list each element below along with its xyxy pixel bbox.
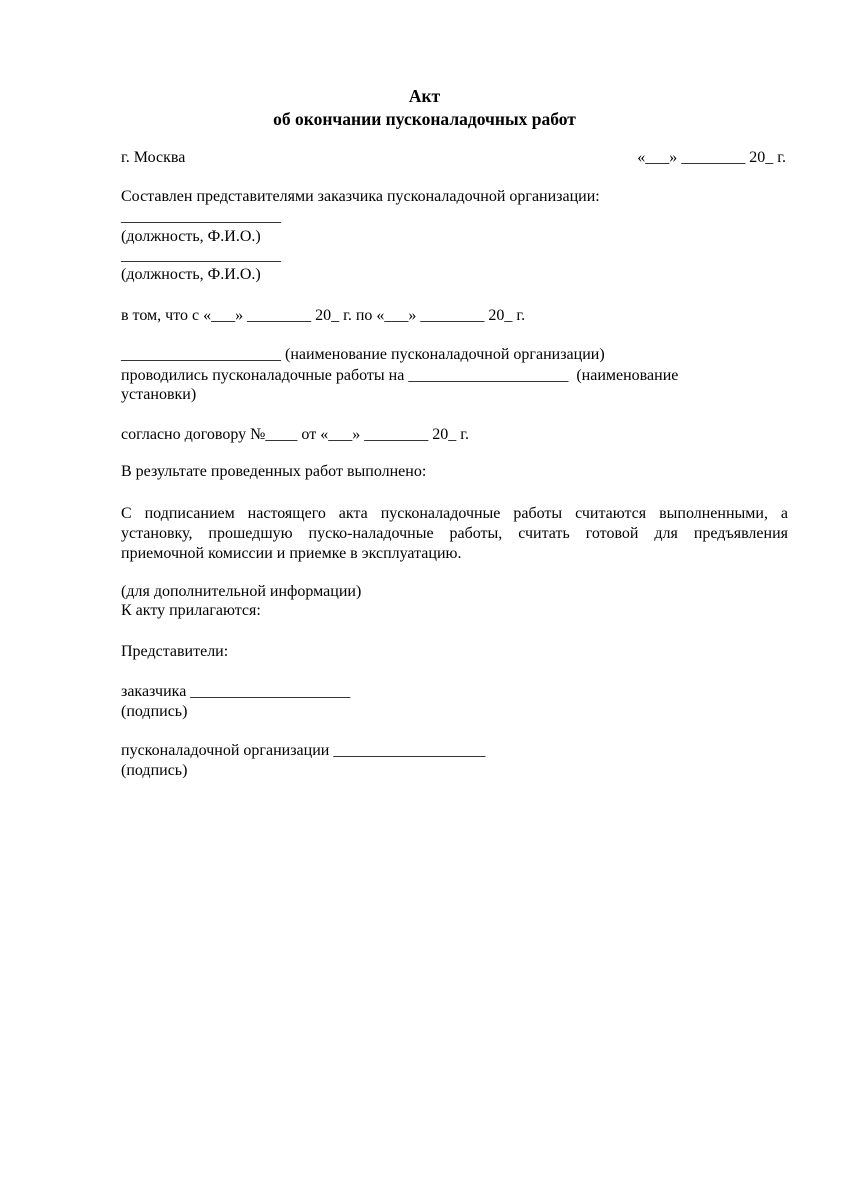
- works-line-2: установки): [121, 386, 197, 403]
- customer-signature-line: заказчика ____________________: [121, 683, 351, 700]
- paragraph-line-3: приемочной комиссии и приемке в эксплуатацию.: [121, 545, 462, 562]
- position-label-1: (должность, Ф.И.О.): [121, 228, 261, 245]
- works-line-1: проводились пусконаладочные работы на ____________________ (наименование: [121, 367, 679, 384]
- paragraph-line-2: установку, прошедшую пуско-наладочные работы, считать готовой для предъявления: [121, 525, 788, 542]
- attachments-text: К акту прилагаются:: [121, 602, 261, 619]
- period-text: в том, что с «___» ________ 20_ г. по «___» ________ 20_ г.: [121, 307, 526, 324]
- signature-label-1: (подпись): [121, 703, 188, 720]
- composed-by-text: Составлен представителями заказчика пусконаладочной организации:: [121, 188, 600, 205]
- additional-info-text: (для дополнительной информации): [121, 583, 362, 600]
- signature-label-2: (подпись): [121, 762, 188, 779]
- organization-line: ____________________ (наименование пусконаладочной организации): [121, 346, 605, 363]
- document-date: «___» ________ 20_ г.: [637, 149, 786, 166]
- representative-blank-1: ____________________: [121, 208, 281, 225]
- document-subtitle: об окончании пусконаладочных работ: [273, 109, 576, 129]
- document-title: Акт: [408, 86, 441, 106]
- representatives-heading: Представители:: [121, 643, 229, 660]
- representative-blank-2: ____________________: [121, 247, 281, 264]
- paragraph-line-1: С подписанием настоящего акта пусконаладочные работы считаются выполненными, а: [121, 505, 788, 522]
- position-label-2: (должность, Ф.И.О.): [121, 266, 261, 283]
- organization-signature-line: пусконаладочной организации ___________________: [121, 742, 486, 759]
- city: г. Москва: [121, 149, 186, 166]
- result-text: В результате проведенных работ выполнено:: [121, 463, 427, 480]
- contract-text: согласно договору №____ от «___» ________ 20_ г.: [121, 426, 469, 443]
